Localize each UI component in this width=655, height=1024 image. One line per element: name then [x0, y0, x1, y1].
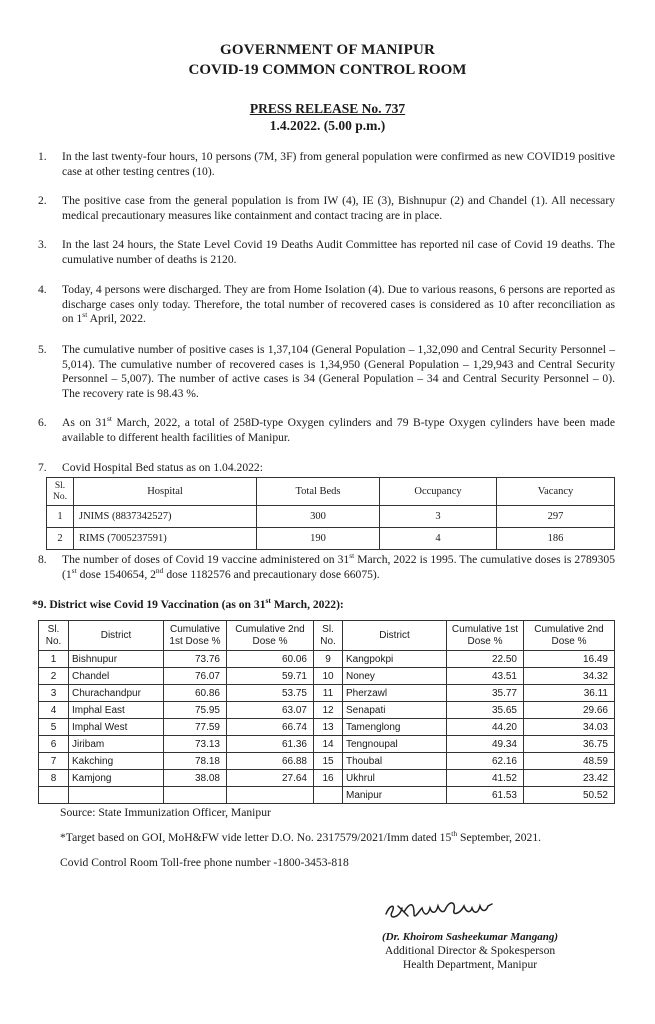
table-cell: 73.76: [164, 651, 227, 668]
item-number: 2.: [38, 194, 47, 207]
table-row: [39, 770, 615, 787]
table-cell: 5: [39, 719, 69, 736]
table-cell: Imphal East: [69, 702, 164, 719]
table-cell: 44.20: [447, 719, 524, 736]
item-text-part: dose 1540654, 2: [76, 567, 156, 581]
table-row: [39, 736, 615, 753]
table-cell: 2: [39, 668, 69, 685]
table-cell: 77.59: [164, 719, 227, 736]
source-note: Source: State Immunization Officer, Manipur: [60, 806, 271, 819]
item-4: [38, 283, 615, 327]
table-cell: 61.53: [447, 787, 524, 804]
table-cell: 13: [314, 719, 343, 736]
item-text-part: dose 1182576 and precautionary dose 66075).: [163, 567, 380, 581]
item-1: [38, 150, 615, 179]
item-number: 7.: [38, 461, 47, 474]
table-cell: 11: [314, 685, 343, 702]
table-cell: JNIMS (8837342527): [74, 506, 257, 528]
table-cell: RIMS (7005237591): [74, 528, 257, 550]
item-6: [38, 416, 615, 445]
table-cell: 34.32: [524, 668, 615, 685]
table-cell: 75.95: [164, 702, 227, 719]
signatory-title: Additional Director & Spokesperson: [384, 944, 556, 957]
ordinal-suffix: st: [82, 310, 88, 320]
table-cell: 35.65: [447, 702, 524, 719]
column-header: Vacancy: [497, 478, 615, 506]
control-room-title: COVID-19 COMMON CONTROL ROOM: [188, 62, 467, 78]
column-header: Cumulative 2nd Dose %: [524, 621, 615, 651]
table-cell: [164, 787, 227, 804]
table-cell: Jiribam: [69, 736, 164, 753]
table-cell: 62.16: [447, 753, 524, 770]
item-text: In the last 24 hours, the State Level Covid 19 Deaths Audit Committee has reported nil case of Covid 19 deaths. The cumulative number of deaths is 2120.: [62, 238, 615, 266]
table-cell: 78.18: [164, 753, 227, 770]
table-cell: 34.03: [524, 719, 615, 736]
government-title: GOVERNMENT OF MANIPUR: [219, 42, 436, 58]
item-text: [62, 283, 615, 327]
table-cell: 3: [39, 685, 69, 702]
handwritten-signature: [380, 894, 520, 926]
press-release-number: PRESS RELEASE No. 737: [249, 101, 406, 116]
ordinal-suffix: st: [265, 596, 271, 606]
table-cell: 41.52: [447, 770, 524, 787]
table-cell: 61.36: [227, 736, 314, 753]
table-cell: Manipur: [343, 787, 447, 804]
table-cell: Kakching: [69, 753, 164, 770]
table-cell: [314, 787, 343, 804]
table-cell: 6: [39, 736, 69, 753]
item-5: [38, 343, 615, 401]
table-cell: 73.13: [164, 736, 227, 753]
table-cell: 10: [314, 668, 343, 685]
table-cell: 27.64: [227, 770, 314, 787]
table-cell: 190: [257, 528, 380, 550]
table-cell: 4: [380, 528, 497, 550]
item-2: [38, 194, 615, 223]
item-7: [38, 461, 615, 476]
table-cell: 43.51: [447, 668, 524, 685]
table-cell: 12: [314, 702, 343, 719]
item-text: The cumulative number of positive cases is 1,37,104 (General Population – 1,32,090 and Central Security Personnel – 5,014). The cumulative number of recovered cases is 1,34,950 (General Population – 1,29,943 and Central Security Personnel – 5,007). The number of active cases is 34 (General Population – 34 and Central Security Personnel – 0). The recovery rate is 98.43 %.: [62, 343, 615, 400]
target-note: [60, 831, 541, 844]
item-text-part: April, 2022.: [87, 312, 146, 325]
column-header: Sl. No.: [314, 621, 343, 651]
item-text: In the last twenty-four hours, 10 persons (7M, 3F) from general population were confirmed as new COVID19 positive case at other testing centres (10).: [62, 150, 615, 178]
table-cell: 35.77: [447, 685, 524, 702]
table-cell: 76.07: [164, 668, 227, 685]
note-text-part: September, 2021.: [457, 831, 542, 844]
table-row: [39, 702, 615, 719]
item-text-part: March, 2022 is 1995. The cumulative doses is 2789305 (1: [62, 553, 615, 581]
table-cell: [69, 787, 164, 804]
table-cell: Noney: [343, 668, 447, 685]
table-cell: 49.34: [447, 736, 524, 753]
column-header: Sl. No.: [39, 621, 69, 651]
table-cell: 63.07: [227, 702, 314, 719]
table-cell: 7: [39, 753, 69, 770]
table-cell: Bishnupur: [69, 651, 164, 668]
table-cell: 300: [257, 506, 380, 528]
table-row: [47, 506, 615, 528]
table-cell: 16: [314, 770, 343, 787]
table-row: [39, 668, 615, 685]
table-cell: 36.75: [524, 736, 615, 753]
signature-block: [320, 930, 620, 972]
table-cell: 66.88: [227, 753, 314, 770]
table-cell: 4: [39, 702, 69, 719]
table-cell: Kangpokpi: [343, 651, 447, 668]
heading-text-part: *9. District wise Covid 19 Vaccination (as on 31: [32, 598, 266, 611]
note-text-part: *Target based on GOI, MoH&FW vide letter D.O. No. 2317579/2021/Imm dated 15: [60, 831, 452, 844]
table-cell: [227, 787, 314, 804]
table-cell: 23.42: [524, 770, 615, 787]
table-cell: 59.71: [227, 668, 314, 685]
press-release-date: 1.4.2022. (5.00 p.m.): [269, 118, 386, 133]
table-cell: 2: [47, 528, 74, 550]
item-text-part: March, 2022, a total of 258D-type Oxygen cylinders and 79 B-type Oxygen cylinders have been made available to different health facilities of Manipur.: [62, 416, 615, 444]
table-cell: 60.06: [227, 651, 314, 668]
table-row: [39, 787, 615, 804]
table-cell: 15: [314, 753, 343, 770]
item-number: 4.: [38, 283, 47, 296]
table-cell: 1: [47, 506, 74, 528]
table-cell: Kamjong: [69, 770, 164, 787]
table-cell: 29.66: [524, 702, 615, 719]
table-cell: 50.52: [524, 787, 615, 804]
item-text: The positive case from the general population is from IW (4), IE (3), Bishnupur (2) and Chandel (1). All necessary medical precautionary measures like containment and contact tracing are in place.: [62, 194, 615, 222]
table-cell: 14: [314, 736, 343, 753]
table-cell: Churachandpur: [69, 685, 164, 702]
table-cell: Chandel: [69, 668, 164, 685]
table-cell: 9: [314, 651, 343, 668]
table-row: [39, 651, 615, 668]
signatory-name: (Dr. Khoirom Sasheekumar Mangang): [381, 931, 559, 943]
item-text: [62, 416, 615, 445]
table-row: [39, 753, 615, 770]
heading-text-part: March, 2022):: [270, 598, 344, 611]
signatory-department: Health Department, Manipur: [402, 958, 538, 971]
column-header: Hospital: [74, 478, 257, 506]
table-cell: 48.59: [524, 753, 615, 770]
table-cell: 36.11: [524, 685, 615, 702]
table-cell: 16.49: [524, 651, 615, 668]
ordinal-suffix: st: [107, 414, 113, 424]
table-cell: 53.75: [227, 685, 314, 702]
table-cell: 297: [497, 506, 615, 528]
table-cell: [39, 787, 69, 804]
ordinal-suffix: nd: [155, 565, 164, 575]
table-cell: 22.50: [447, 651, 524, 668]
ordinal-suffix: th: [451, 829, 458, 839]
table-cell: 38.08: [164, 770, 227, 787]
table-cell: 60.86: [164, 685, 227, 702]
item-number: 8.: [38, 553, 47, 566]
table-cell: 186: [497, 528, 615, 550]
item-number: 5.: [38, 343, 47, 356]
table-row: [47, 528, 615, 550]
column-header: Cumulative 2nd Dose %: [227, 621, 314, 651]
item-number: 6.: [38, 416, 47, 429]
table-cell: Ukhrul: [343, 770, 447, 787]
item-text-part: Today, 4 persons were discharged. They are from Home Isolation (4). Due to various reasons, 6 persons are reported as discharge cases only today. Therefore, the total number of recovered cases is considered as 10 after reconciliation as on 1: [62, 283, 615, 325]
item-8: [38, 553, 615, 582]
item-number: 3.: [38, 238, 47, 251]
vaccination-table: [38, 620, 615, 804]
tollfree-note: Covid Control Room Toll-free phone number -1800-3453-818: [60, 856, 349, 869]
column-header: Occupancy: [380, 478, 497, 506]
table-header-row: [47, 478, 615, 506]
column-header: Cumulative 1st Dose %: [164, 621, 227, 651]
column-header: Cumulative 1st Dose %: [447, 621, 524, 651]
item-3: [38, 238, 615, 267]
ordinal-suffix: st: [71, 565, 77, 575]
item-text: Covid Hospital Bed status as on 1.04.2022:: [62, 461, 263, 474]
hospital-bed-table: [46, 477, 615, 550]
table-cell: Senapati: [343, 702, 447, 719]
table-cell: Tengnoupal: [343, 736, 447, 753]
table-row: [39, 685, 615, 702]
table-cell: Tamenglong: [343, 719, 447, 736]
table-cell: 3: [380, 506, 497, 528]
table-cell: Pherzawl: [343, 685, 447, 702]
table-cell: 8: [39, 770, 69, 787]
vaccination-heading: [32, 598, 344, 611]
item-text-part: As on 31: [62, 416, 108, 429]
column-header: Total Beds: [257, 478, 380, 506]
table-cell: Thoubal: [343, 753, 447, 770]
item-number: 1.: [38, 150, 47, 163]
item-text-part: The number of doses of Covid 19 vaccine administered on 31: [62, 553, 350, 566]
table-header-row: [39, 621, 615, 651]
table-row: [39, 719, 615, 736]
column-header: District: [343, 621, 447, 651]
column-header: District: [69, 621, 164, 651]
table-cell: 1: [39, 651, 69, 668]
table-cell: 66.74: [227, 719, 314, 736]
item-text: [62, 553, 615, 582]
ordinal-suffix: st: [349, 551, 355, 561]
table-cell: Imphal West: [69, 719, 164, 736]
column-header: Sl. No.: [47, 478, 74, 506]
